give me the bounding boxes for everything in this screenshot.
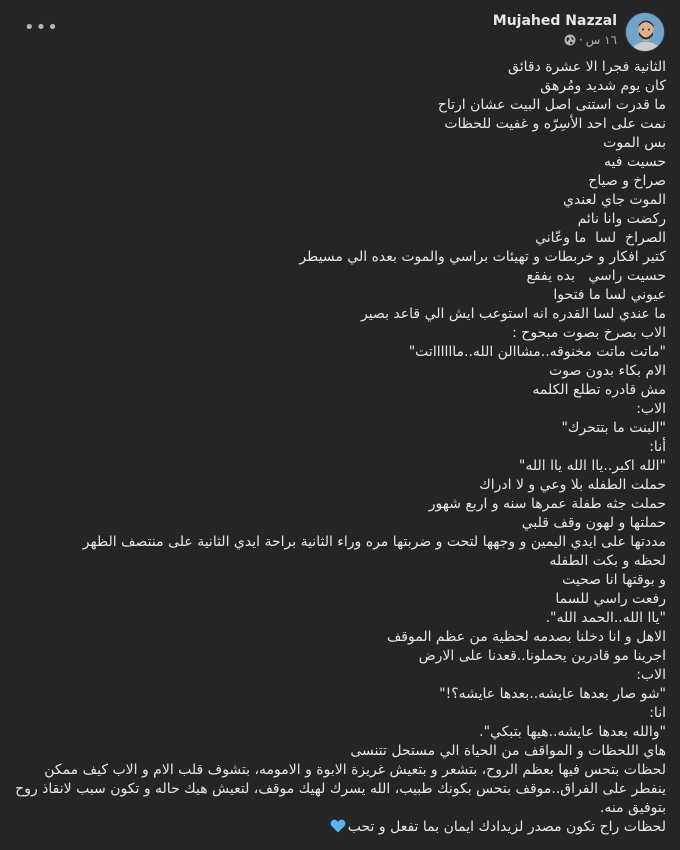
post-line-text: أنا: [649, 439, 666, 455]
post-line-text: "ياا الله..الحمد الله". [545, 610, 666, 626]
post-line [14, 324, 666, 343]
post-line [14, 723, 666, 742]
post-line [14, 609, 666, 628]
more-options-icon[interactable]: ••• [24, 17, 59, 38]
meta-separator: · [578, 33, 583, 47]
post-line-text: كان يوم شديد ومُرهق [540, 78, 666, 94]
post-line [14, 666, 666, 685]
post-line-text: الاب: [636, 667, 666, 683]
post-line [14, 172, 666, 191]
post-body [0, 58, 680, 837]
post-line-text: اجرينا مو قادرين يحملونا..قعدنا على الارض [418, 648, 666, 664]
post-line-text: عيوني لسا ما فتحوا [553, 287, 666, 303]
post-line [14, 514, 666, 533]
post-line [14, 552, 666, 571]
post-line-text: "البنت ما بتتحرك" [561, 420, 666, 436]
post-line-text: ركضت وانا نائم [577, 211, 666, 227]
post-header [0, 8, 680, 58]
avatar[interactable] [625, 12, 665, 52]
post-line [14, 590, 666, 609]
post-line [14, 362, 666, 381]
post-line [14, 457, 666, 476]
post-line [14, 476, 666, 495]
post-line-text: لحظه و بكت الطفله [549, 553, 666, 569]
post-line-text: الاهل و انا دخلنا بصدمه لحظية من عظم الموقف [386, 629, 666, 645]
post-line [14, 571, 666, 590]
post-line-text: الاب بصرخ بصوت مبحوح : [512, 325, 666, 341]
post-line-text: "ماتت ماتت مخنوقه..مشاالن الله..مااااااتت" [408, 344, 666, 360]
post-line-text: "شو صار بعدها عايشه..بعدها عايشه؟!" [439, 686, 666, 702]
blue-heart-icon [330, 819, 346, 833]
post-line-text: الام بكاء بدون صوت [549, 363, 666, 379]
post-meta [564, 33, 617, 47]
post-line-text: رفعت راسي للسما [555, 591, 666, 607]
post-line [14, 96, 666, 115]
post-line-text: هاي اللحظات و المواقف من الحياة الي مستحل تتنسى [350, 743, 666, 759]
post-line-text: حسيت فيه [604, 154, 666, 170]
post-line [14, 381, 666, 400]
post-line-text: لحظات راح تكون مصدر لزيدادك ايمان بما تفعل و تحب [347, 819, 666, 835]
post-line-text: "الله اكبر..ياا الله ياا الله" [518, 458, 666, 474]
post-line [14, 267, 666, 286]
post-line [14, 248, 666, 267]
post-line-text: بس الموت [603, 135, 666, 151]
post-line [14, 115, 666, 134]
globe-icon [564, 34, 576, 46]
post-line [14, 438, 666, 457]
post-line [14, 647, 666, 666]
post-line-text: مش قادره تطلع الكلمه [532, 382, 666, 398]
post-line [14, 818, 666, 837]
post-line-text: مددتها على ايدي اليمين و وجهها لتحت و ضربتها مره وراء الثانية براحة ايدي الثانية على منتصف الظهر [82, 534, 666, 550]
post-line [14, 153, 666, 172]
post-line [14, 191, 666, 210]
post-line-text: "والله بعدها عايشه..هيها بتبكي". [479, 724, 666, 740]
post-line [14, 419, 666, 438]
post-line [14, 286, 666, 305]
post-line [14, 628, 666, 647]
post-line [14, 343, 666, 362]
post-line-text: ما قدرت استنى اصل البيت عشان ارتاح [437, 97, 666, 113]
post-line [14, 229, 666, 248]
post-line-text: الاب: [636, 401, 666, 417]
post-line-text: كتير افكار و خربطات و تهيئات براسي والموت بعده الي مسيطر [299, 249, 666, 265]
post-line-text: الثانية فجرا الا عشرة دقائق [508, 59, 666, 75]
post-line [14, 58, 666, 77]
post-line [14, 210, 666, 229]
avatar-illustration [626, 13, 665, 52]
post-line-text: لحظات بتحس فيها بعظم الروح، بتشعر و بتعيش غريزة الابوة و الامومه، بتشوف قلب الام و الاب كيف ممكن ينفطر على الفراق..موقف بتحس بكونك طبيب، الله يسرك لهيك موقف، لتعيش هيك حاله و تكون سبب لانقاذ روح بتوفيق منه. [10, 762, 666, 816]
post-line-text: حملت الطفله بلا وعي و لا ادراك [479, 477, 666, 493]
post-line [14, 533, 666, 552]
post-line [10, 761, 666, 818]
post-line-text: صراخ و صياح [588, 173, 666, 189]
post-line-text: نمت على احد الأسِرّه و غفيت للحظات [444, 116, 666, 132]
post-line [14, 495, 666, 514]
post-line-text: حملت جثه طفلة عمرها سنه و اربع شهور [428, 496, 666, 512]
post-line [14, 742, 666, 761]
post-line-text: الموت جاي لعندي [563, 192, 666, 208]
post-line-text: و بوقتها انا صحيت [562, 572, 666, 588]
post-time[interactable]: ١٦ س [585, 33, 617, 47]
post-line-text: ما عندي لسا القدره انه استوعب ايش الي قاعد بصير [361, 306, 666, 322]
post-line-text: انا: [649, 705, 666, 721]
author-name[interactable]: Mujahed Nazzal [492, 13, 617, 29]
post-line [14, 685, 666, 704]
post-line [14, 77, 666, 96]
post-line [14, 305, 666, 324]
post-line [14, 704, 666, 723]
post-line-text: حملتها و لهون وقف قلبي [521, 515, 666, 531]
post-line-text: الصراخ لسا ما وعّاني [535, 230, 666, 246]
post-line [14, 134, 666, 153]
post-line [14, 400, 666, 419]
post-line-text: حسيت راسي بده يفقع [526, 268, 666, 284]
